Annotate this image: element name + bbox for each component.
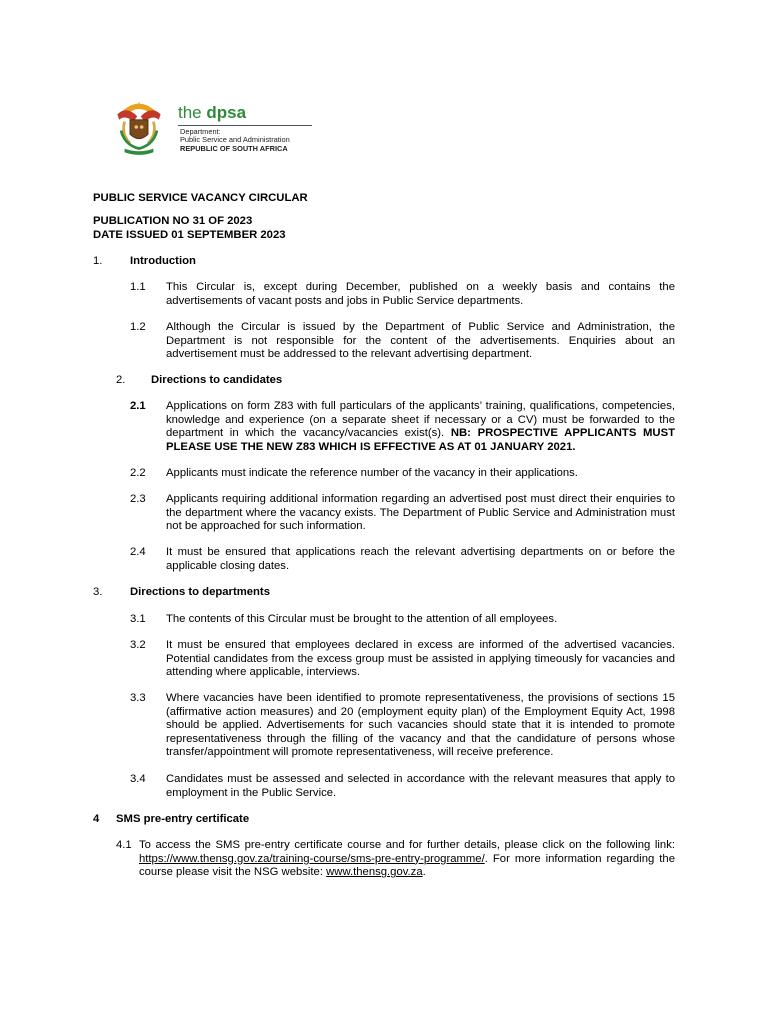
item-2-4-text: It must be ensured that applications reach the relevant advertising departments on or before the applicable closing dates. xyxy=(166,546,675,572)
item-2-3-text: Applicants requiring additional information regarding an advertised post must direct their enquiries to the department where the vacancy exists. The Department of Public Service and Administration must not be approached for such information. xyxy=(166,493,675,533)
section-4-title: SMS pre-entry certificate xyxy=(116,813,250,825)
section-3-title: Directions to departments xyxy=(130,586,270,598)
item-1-2-number: 1.2 xyxy=(130,321,146,333)
logo-line-2: Public Service and Administration xyxy=(180,135,290,145)
item-4-1-middle: . For more information regarding the course please visit the NSG website: xyxy=(139,852,675,879)
item-4-1-intro: To access the SMS pre-entry certificate course and for further details, please click on the following link: xyxy=(139,839,675,851)
item-2-2-number: 2.2 xyxy=(130,467,146,479)
brand-name: dpsa xyxy=(206,103,247,122)
section-2-number: 2. xyxy=(116,374,126,386)
item-1-1-text: This Circular is, except during December, published on a weekly basis and contains the advertisements of vacant posts and jobs in Public Service departments. xyxy=(166,281,675,307)
item-3-2-text: It must be ensured that employees declared in excess are informed of the advertised vacancies. Potential candidates from the excess group must be assisted in applying timeously for vacancies and attending where applicable, interviews. xyxy=(166,639,675,679)
item-4-1-end: . xyxy=(422,866,426,879)
item-1-2-text: Although the Circular is issued by the Department of Public Service and Administration, the Department is not responsible for the content of the advertisements. Enquiries about an advertisement must be addressed to the relevant advertising department. xyxy=(166,321,675,361)
brand-the: the xyxy=(178,103,202,122)
item-3-4-text: Candidates must be assessed and selected in accordance with the relevant measures that apply to employment in the Public Service. xyxy=(166,773,675,799)
logo-line-1: Department: xyxy=(180,127,221,136)
item-2-2-text: Applicants must indicate the reference number of the vacancy in their applications. xyxy=(166,467,578,479)
logo-line-3: REPUBLIC OF SOUTH AFRICA xyxy=(180,143,288,153)
sms-pre-entry-link[interactable]: https://www.thensg.gov.za/training-course/sms-pre-entry-programme/ xyxy=(139,852,485,865)
nsg-website-link[interactable]: www.thensg.gov.za xyxy=(326,866,423,879)
circular-title: PUBLIC SERVICE VACANCY CIRCULAR xyxy=(93,192,308,204)
item-2-1-text xyxy=(166,400,675,454)
section-1-number: 1. xyxy=(93,255,103,267)
item-3-3-number: 3.3 xyxy=(130,692,146,704)
item-3-1-number: 3.1 xyxy=(130,613,146,625)
item-3-4-number: 3.4 xyxy=(130,773,146,785)
date-issued: DATE ISSUED 01 SEPTEMBER 2023 xyxy=(93,229,286,241)
dpsa-wordmark xyxy=(178,104,318,122)
item-4-1-number: 4.1 xyxy=(116,839,132,851)
dpsa-coat-of-arms-logo xyxy=(112,96,166,158)
section-2-title: Directions to candidates xyxy=(151,374,283,386)
item-2-1-number: 2.1 xyxy=(130,400,146,412)
logo-divider xyxy=(178,125,312,126)
item-4-1-text xyxy=(139,839,675,880)
logo-department-lines xyxy=(180,128,290,153)
item-3-2-number: 3.2 xyxy=(130,639,146,651)
item-2-1-body: Applications on form Z83 with full particulars of the applicants’ training, qualifications, competencies, knowledge and experience (on a separate sheet if necessary or a CV) must be forwarded to the department in which the vacancy/vacancies exist(s). xyxy=(166,400,675,440)
item-3-1-text: The contents of this Circular must be brought to the attention of all employees. xyxy=(166,613,558,625)
item-2-3-number: 2.3 xyxy=(130,493,146,505)
section-3-number: 3. xyxy=(93,586,103,598)
section-4-number: 4 xyxy=(93,813,100,825)
item-2-4-number: 2.4 xyxy=(130,546,146,558)
section-1-title: Introduction xyxy=(130,255,196,267)
item-3-3-text: Where vacancies have been identified to promote representativeness, the provisions of sections 15 (affirmative action measures) and 20 (employment equity plan) of the Employment Equity Act, 1998 should be applied. Advertisements for such vacancies should state that it is intended to promote representativeness through the filling of the vacancy and that the candidature of persons whose transfer/appointment will promote representativeness, will receive preference. xyxy=(166,692,675,759)
item-2-1-notice: NB: PROSPECTIVE APPLICANTS MUST PLEASE USE THE NEW Z83 WHICH IS EFFECTIVE AS AT 01 JANUARY 2021. xyxy=(166,427,676,453)
item-1-1-number: 1.1 xyxy=(130,281,146,293)
publication-number: PUBLICATION NO 31 OF 2023 xyxy=(93,215,253,227)
